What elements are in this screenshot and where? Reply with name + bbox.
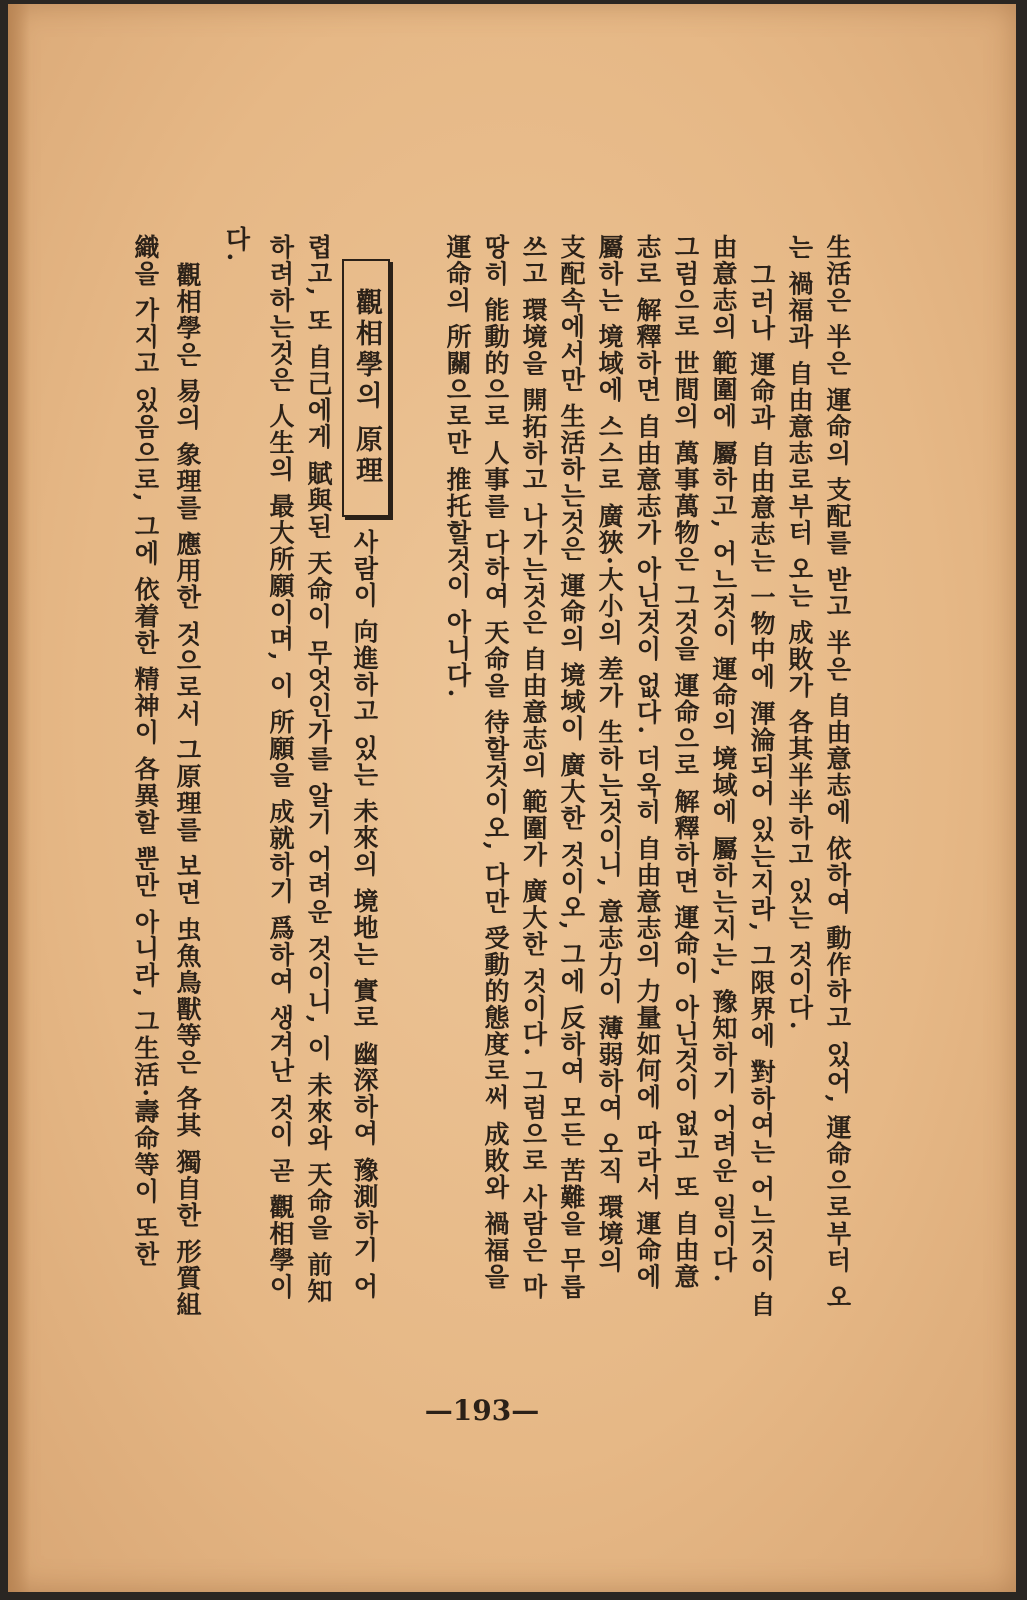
page-number: —193— xyxy=(424,1394,540,1427)
page-spine-shadow xyxy=(8,4,30,1592)
text-column-7: 屬하는 境域에 스스로 廣狹·大小의 差가 生하는것이니, 意志力이 薄弱하여 오직 環境의 xyxy=(595,234,624,1274)
text-column-4: 由意志의 範圍에 屬하고, 어느것이 運命의 境域에 屬하는지는, 豫知하기 어려운 일이다. xyxy=(709,234,738,1284)
text-column-6: 志로 解釋하면 自由意志가 아닌것이 없다. 더욱히 自由意志의 力量如何에 따라서 運命에 xyxy=(633,234,662,1291)
text-column-2: 는 禍福과 自由意志로부터 오는 成敗가 各其半半하고 있는 것이다. xyxy=(785,234,814,1032)
text-column-8: 支配속에서만 生活하는것은 運命의 境域이 廣大한 것이오, 그에 反하여 모든 苦難을 무릅 xyxy=(557,234,586,1301)
text-column-16: 觀相學은 易의 象理를 應用한 것으로서 그原理를 보면 虫魚鳥獸等은 各其 獨自한 形質組 xyxy=(173,262,202,1319)
text-column-5: 그럼으로 世間의 萬事萬物은 그것을 運命으로 解釋하면 運命이 아닌것이 없고 또 自由意 xyxy=(671,234,700,1291)
text-column-14: 하려하는것은 人生의 最大所願이며, 이 所願을 成就하기 爲하여 생겨난 것이 곧 觀相學이 xyxy=(266,234,295,1301)
text-column-15: 다. xyxy=(222,226,251,263)
text-column-13: 렵고, 또 自己에게 賦與된 天命이 무엇인가를 알기 어려운 것이니, 이 未來와 天命을 前知 xyxy=(304,234,333,1305)
text-column-3: 그러나 運命과 自由意志는 一物中에 渾淪되어 있는지라, 그限界에 對하여는 어느것이 自 xyxy=(747,262,776,1319)
text-column-17: 織을 가지고 있음으로, 그에 依着한 精神이 各異할 뿐만 아니라, 그生活·壽命等이 또한 xyxy=(131,234,160,1268)
text-column-1: 生活은 半은 運命의 支配를 받고 半은 自由意志에 依하여 動作하고 있어, 運命으로부터 오 xyxy=(823,234,852,1311)
text-column-10: 땅히 能動的으로 人事를 다하여 天命을 待할것이오, 다만 受動的態度로써 成敗와 禍福을 xyxy=(481,234,510,1291)
text-column-9: 쓰고 環境을 開拓하고 나가는것은 自由意志의 範圍가 廣大한 것이다. 그럼으로 사람은 마 xyxy=(519,234,548,1301)
book-page xyxy=(8,4,1016,1592)
text-column-11: 運命의 所關으로만 推托할것이 아니다. xyxy=(443,234,472,699)
text-column-12: 사람이 向進하고 있는 未來의 境地는 實로 幽深하여 豫測하기 어 xyxy=(350,529,379,1300)
section-heading: 觀相學의 原理 xyxy=(342,259,390,517)
